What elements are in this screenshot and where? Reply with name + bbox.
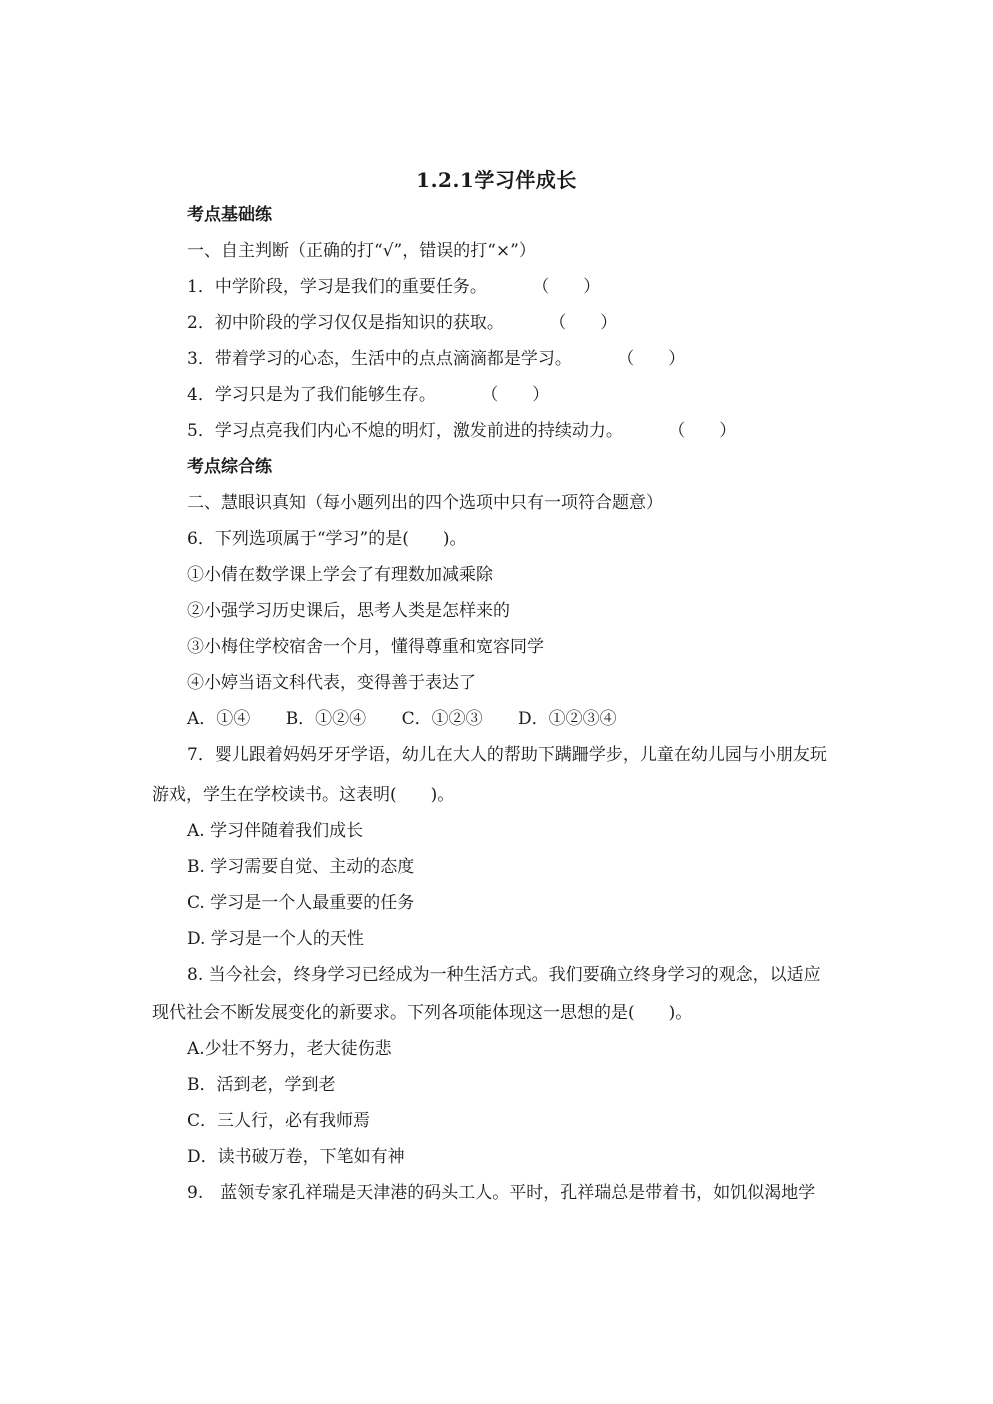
page-title: 1.2.1学习伴成长: [416, 168, 577, 192]
section2-instruction: 二、慧眼识真知（每小题列出的四个选项中只有一项符合题意）: [187, 493, 663, 513]
answer-blank: （ ）: [481, 385, 550, 405]
question-8-stem-continued: 现代社会不断发展变化的新要求。下列各项能体现这一思想的是( )。: [152, 1003, 693, 1023]
option: C. 学习是一个人最重要的任务: [187, 893, 415, 913]
question-6-stem: 6．下列选项属于“学习”的是( )。: [187, 529, 467, 549]
option: A. 学习伴随着我们成长: [187, 821, 364, 841]
question-9-stem: 9. 蓝领专家孔祥瑞是天津港的码头工人。平时，孔祥瑞总是带着书，如饥似渴地学: [187, 1183, 816, 1203]
section1-heading: 考点基础练: [187, 205, 272, 225]
option: B．①②④: [285, 709, 367, 729]
question-6-options: [187, 707, 617, 731]
section1-instruction: 一、自主判断（正确的打“√”，错误的打“×”）: [187, 241, 536, 261]
judge-item-text: 4．学习只是为了我们能够生存。: [187, 385, 436, 405]
option: B. 学习需要自觉、主动的态度: [187, 857, 415, 877]
judge-item-4: [187, 383, 549, 407]
judge-item-text: 1．中学阶段，学习是我们的重要任务。: [187, 277, 487, 297]
judge-item-text: 3．带着学习的心态，生活中的点点滴滴都是学习。: [187, 349, 572, 369]
judge-item-5: [187, 419, 736, 443]
judge-item-2: [187, 311, 617, 335]
option: A．①④: [187, 709, 251, 729]
question-6-statement: ②小强学习历史课后，思考人类是怎样来的: [187, 601, 510, 621]
judge-item-text: 2．初中阶段的学习仅仅是指知识的获取。: [187, 313, 504, 333]
answer-blank: （ ）: [549, 313, 618, 333]
section2-heading: 考点综合练: [187, 457, 272, 477]
answer-blank: （ ）: [617, 349, 686, 369]
answer-blank: （ ）: [532, 277, 601, 297]
option: D．①②③④: [518, 709, 617, 729]
option: A.少壮不努力，老大徒伤悲: [187, 1039, 392, 1059]
question-7-stem-continued: 游戏，学生在学校读书。这表明( )。: [152, 785, 455, 805]
option: D. 学习是一个人的天性: [187, 929, 364, 949]
question-6-statement: ①小倩在数学课上学会了有理数加减乘除: [187, 565, 493, 585]
judge-item-text: 5．学习点亮我们内心不熄的明灯，激发前进的持续动力。: [187, 421, 623, 441]
question-7-stem: 7．婴儿跟着妈妈牙牙学语，幼儿在大人的帮助下蹒跚学步，儿童在幼儿园与小朋友玩: [187, 745, 827, 765]
option: C．①②③: [401, 709, 483, 729]
question-6-statement: ③小梅住学校宿舍一个月，懂得尊重和宽容同学: [187, 637, 544, 657]
judge-item-1: [187, 275, 600, 299]
option: C．三人行，必有我师焉: [187, 1111, 371, 1131]
judge-item-3: [187, 347, 685, 371]
option: D．读书破万卷，下笔如有神: [187, 1147, 405, 1167]
question-6-statement: ④小婷当语文科代表，变得善于表达了: [187, 673, 476, 693]
answer-blank: （ ）: [668, 421, 737, 441]
option: B．活到老，学到老: [187, 1075, 336, 1095]
question-8-stem: 8. 当今社会，终身学习已经成为一种生活方式。我们要确立终身学习的观念，以适应: [187, 965, 821, 985]
